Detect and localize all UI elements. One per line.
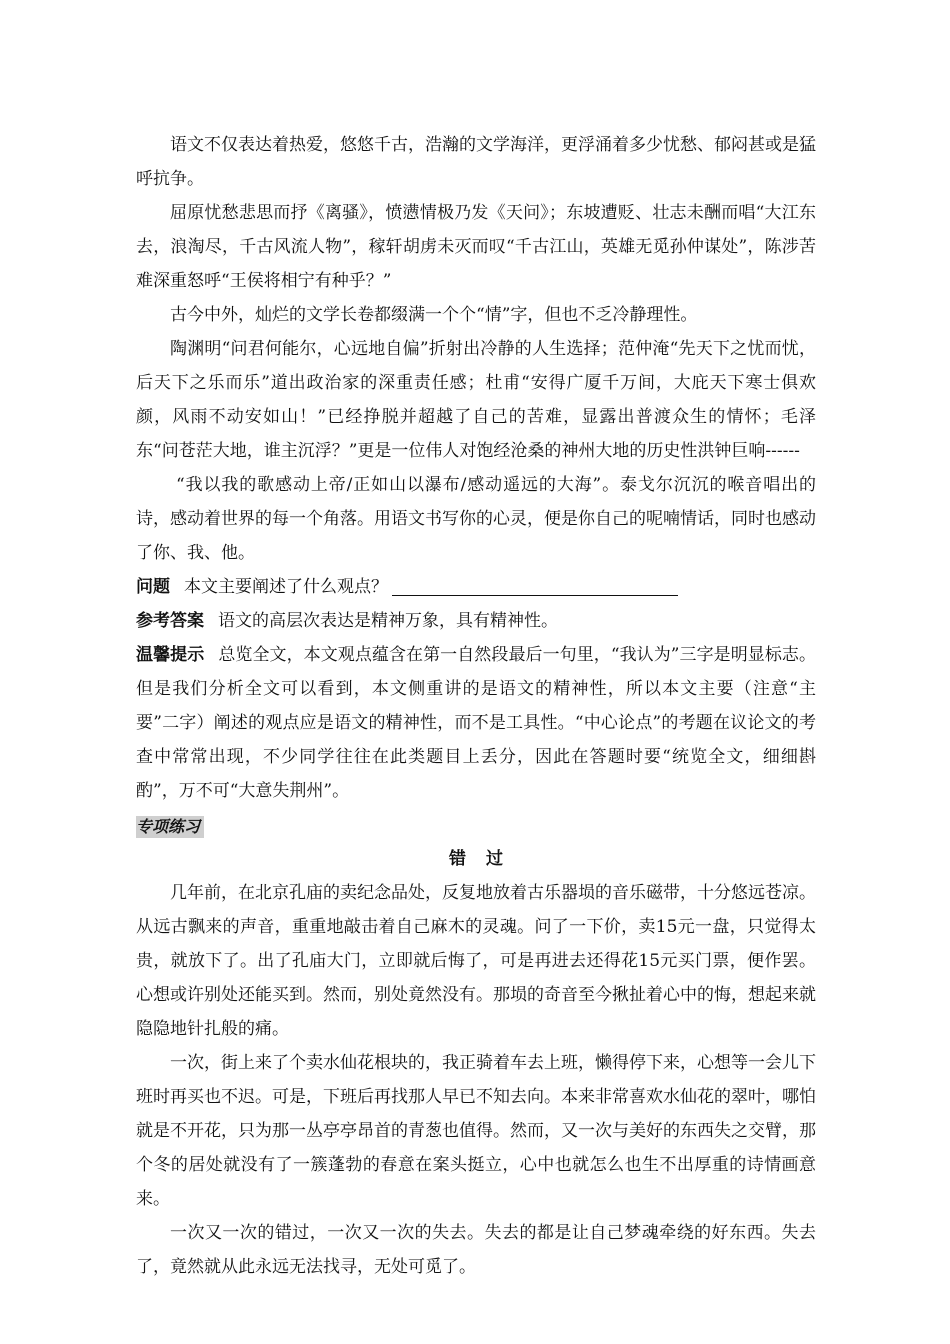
section-label: 专项练习: [136, 816, 204, 838]
essay-paragraph-1: 几年前，在北京孔庙的卖纪念品处，反复地放着古乐器埙的音乐磁带，十分悠远苍凉。从远古飘来的声音，重重地敲击着自己麻木的灵魂。问了一下价，卖15元一盘，只觉得太贵，就放下了。出了孔庙大门，立即就后悔了，可是再进去还得花15元买门票，便作罢。心想或许别处还能买到。然而，别处竟然没有。那埙的奇音至今揪扯着心中的悔，想起来就隐隐地针扎般的痛。: [136, 883, 816, 1039]
question-label: 问题: [136, 577, 170, 597]
tip-text: 总览全文，本文观点蕴含在第一自然段最后一句里，“我认为”三字是明显标志。但是我们分析全文可以看到，本文侧重讲的是语文的精神性，所以本文主要（注意“主要”二字）阐述的观点应是语文的精神性，而不是工具性。“中心论点”的考题在议论文的考查中常常出现，不少同学往往在此类题目上丢分，因此在答题时要“统览全文，细细斟酌”，万不可“大意失荆州”。: [136, 645, 816, 801]
tip-label: 温馨提示: [136, 645, 205, 665]
essay-paragraph-3: 一次又一次的错过，一次又一次的失去。失去的都是让自己梦魂牵绕的好东西。失去了，竟然就从此永远无法找寻，无处可觅了。: [136, 1223, 816, 1277]
answer-label: 参考答案: [136, 611, 204, 631]
intro-paragraph-2: 屈原忧愁悲思而抒《离骚》，愤懑情极乃发《天问》；东坡遭贬、壮志未酬而唱“大江东去，浪淘尽，千古风流人物”，稼轩胡虏未灭而叹“千古江山，英雄无觅孙仲谋处”，陈涉苦难深重怒呼“王侯将相宁有种乎？”: [136, 203, 816, 291]
essay-paragraph-2: 一次，街上来了个卖水仙花根块的，我正骑着车去上班，懒得停下来，心想等一会儿下班时再买也不迟。可是，下班后再找那人早已不知去向。本来非常喜欢水仙花的翠叶，哪怕就是不开花，只为那一丛亭亭昂首的青葱也值得。然而，又一次与美好的东西失之交臂，那个冬的居处就没有了一簇蓬勃的春意在案头挺立，心中也就怎么也生不出厚重的诗情画意来。: [136, 1053, 816, 1209]
question-text: 本文主要阐述了什么观点？: [184, 577, 388, 597]
intro-paragraph-1: 语文不仅表达着热爱，悠悠千古，浩瀚的文学海洋，更浮涌着多少忧愁、郁闷甚或是猛呼抗争。: [136, 135, 816, 189]
answer-text: 语文的高层次表达是精神万象，具有精神性。: [218, 611, 558, 631]
question-line: [136, 570, 816, 604]
answer-line: [136, 604, 816, 638]
section-header: [136, 808, 816, 842]
answer-blank: [392, 577, 678, 596]
page-content: [136, 128, 816, 1284]
intro-paragraph-5: “我以我的歌感动上帝/正如山以瀑布/感动遥远的大海”。泰戈尔沉沉的喉音唱出的诗，感动着世界的每一个角落。用语文书写你的心灵，便是你自己的呢喃情话，同时也感动了你、我、他。: [136, 475, 816, 563]
intro-paragraph-3: 古今中外，灿烂的文学长卷都缀满一个个“情”字，但也不乏冷静理性。: [170, 305, 698, 325]
tip-paragraph: [136, 638, 816, 808]
intro-paragraph-4: 陶渊明“问君何能尔，心远地自偏”折射出冷静的人生选择；范仲淹“先天下之忧而忧，后天下之乐而乐”道出政治家的深重责任感；杜甫“安得广厦千万间，大庇天下寒士俱欢颜，风雨不动安如山！”已经挣脱并超越了自己的苦难，显露出普渡众生的情怀；毛泽东“问苍茫大地，谁主沉浮？”更是一位伟人对饱经沧桑的神州大地的历史性洪钟巨响------: [136, 339, 816, 461]
essay-title: 错过: [449, 849, 523, 869]
